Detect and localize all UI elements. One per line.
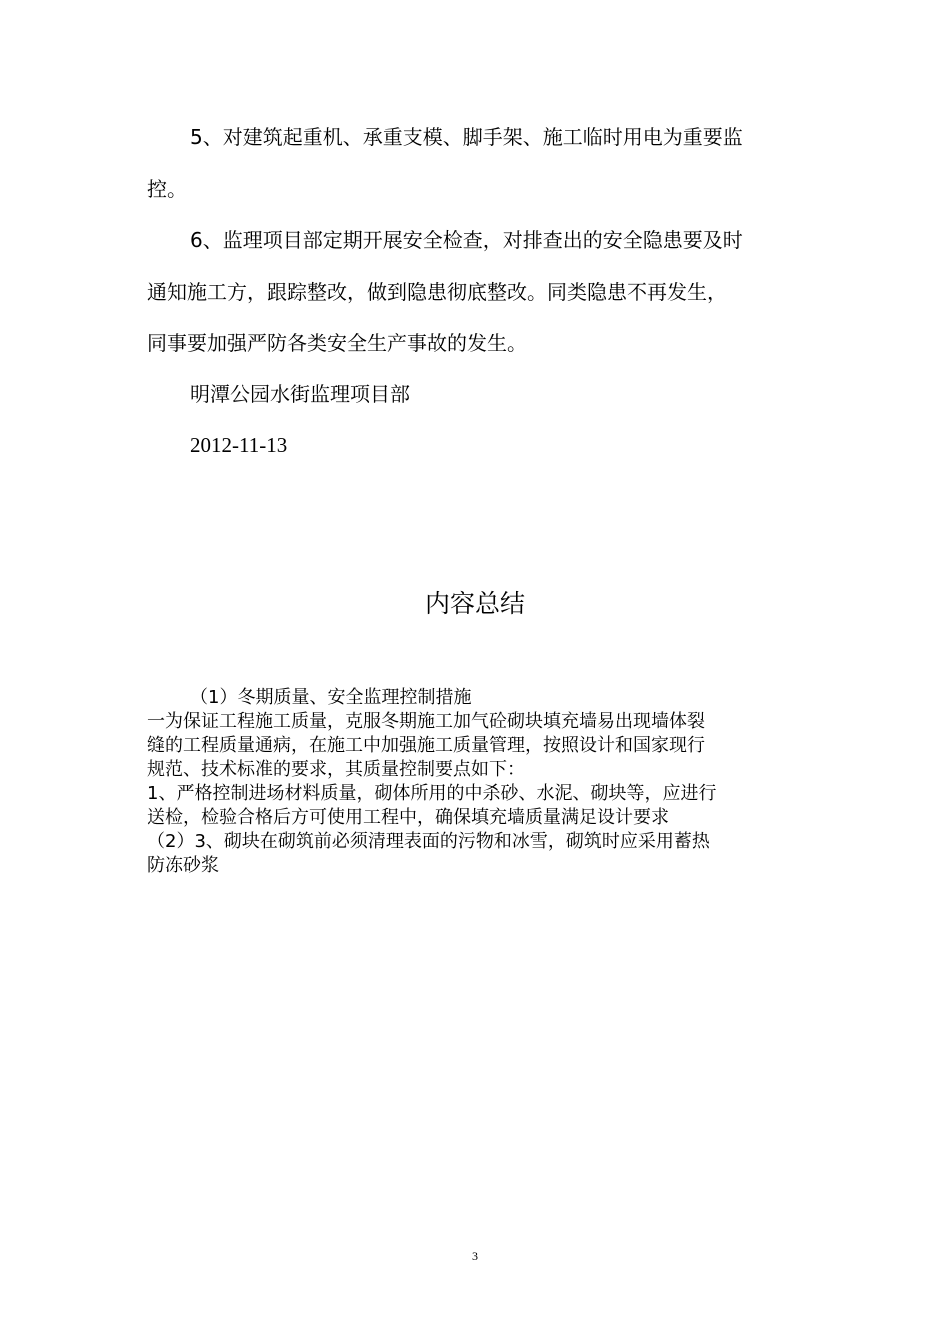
summary-line: 一为保证工程施工质量，克服冬期施工加气砼砌块填充墙易出现墙体裂 [147, 711, 705, 732]
summary-line: 防冻砂浆 [147, 855, 219, 876]
summary-line: 规范、技术标准的要求，其质量控制要点如下： [147, 759, 525, 780]
signature-org: 明潭公园水街监理项目部 [190, 382, 410, 406]
paragraph-5-line-1: 5、对建筑起重机、承重支模、脚手架、施工临时用电为重要监 [190, 125, 743, 149]
paragraph-6-line-3: 同事要加强严防各类安全生产事故的发生。 [147, 331, 527, 355]
summary-line: （2）3、砌块在砌筑前必须清理表面的污物和冰雪，砌筑时应采用蓄热 [147, 831, 710, 852]
summary-title: 内容总结 [424, 589, 525, 618]
summary-line: （1）冬期质量、安全监理控制措施 [190, 687, 472, 708]
signature-date: 2012-11-13 [190, 433, 288, 457]
paragraph-5-line-2: 控。 [147, 177, 187, 201]
paragraph-6-line-2: 通知施工方，跟踪整改，做到隐患彻底整改。同类隐患不再发生， [147, 280, 727, 304]
summary-line: 缝的工程质量通病，在施工中加强施工质量管理，按照设计和国家现行 [147, 735, 705, 756]
summary-line: 1、严格控制进场材料质量，砌体所用的中杀砂、水泥、砌块等，应进行 [147, 783, 717, 804]
summary-line: 送检，检验合格后方可使用工程中，确保填充墙质量满足设计要求 [147, 807, 669, 828]
page-number: 3 [472, 1249, 478, 1263]
paragraph-6-line-1: 6、监理项目部定期开展安全检查，对排查出的安全隐患要及时 [190, 228, 743, 252]
